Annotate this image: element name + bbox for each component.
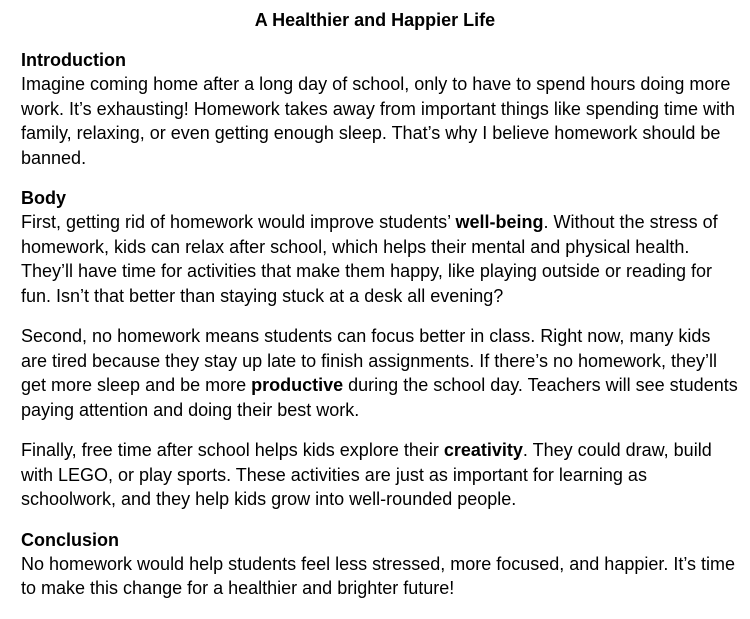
body-p2-text-after: during the school day. Teachers will see students paying attention and doing their best work.	[21, 375, 738, 420]
body-p2-bold-term: productive	[251, 375, 344, 395]
conclusion-heading: Conclusion	[21, 529, 119, 550]
body-p1-bold-term: well-being	[455, 212, 544, 232]
body-p2-text-before: Second, no homework means students can focus better in class. Right now, many kids are tired because they stay up late to finish assignments. If there’s no homework, they’ll get more sleep and be more	[21, 326, 718, 395]
body-p3-text-after: . They could draw, build with LEGO, or play sports. These activities are just as important for learning as schoolwork, and they help kids grow into well-rounded people.	[21, 440, 712, 509]
document-title: A Healthier and Happier Life	[254, 10, 496, 30]
introduction-paragraph: Imagine coming home after a long day of school, only to have to spend hours doing more work. It’s exhausting! Homework takes away from important things like spending time with family, relaxing, or even getting enough sleep. That’s why I believe homework should be banned.	[21, 74, 735, 168]
body-p1-text-before: First, getting rid of homework would improve students’	[21, 212, 456, 232]
body-paragraph-3	[21, 438, 740, 512]
body-p3-bold-term: creativity	[443, 440, 523, 460]
body-paragraph-2	[21, 324, 740, 422]
conclusion-paragraph: No homework would help students feel less stressed, more focused, and happier. It’s time to make this change for a healthier and brighter future!	[21, 553, 736, 598]
body-p1-text-after: . Without the stress of homework, kids can relax after school, which helps their mental and physical health. They’ll have time for activities that make them happy, like playing outside or reading for fun. Isn’t that better than staying stuck at a desk all evening?	[21, 212, 718, 306]
introduction-heading: Introduction	[21, 50, 126, 70]
body-paragraph-1	[21, 210, 740, 308]
body-p3-text-before: Finally, free time after school helps kids explore their	[21, 440, 444, 460]
body-heading: Body	[21, 188, 66, 208]
